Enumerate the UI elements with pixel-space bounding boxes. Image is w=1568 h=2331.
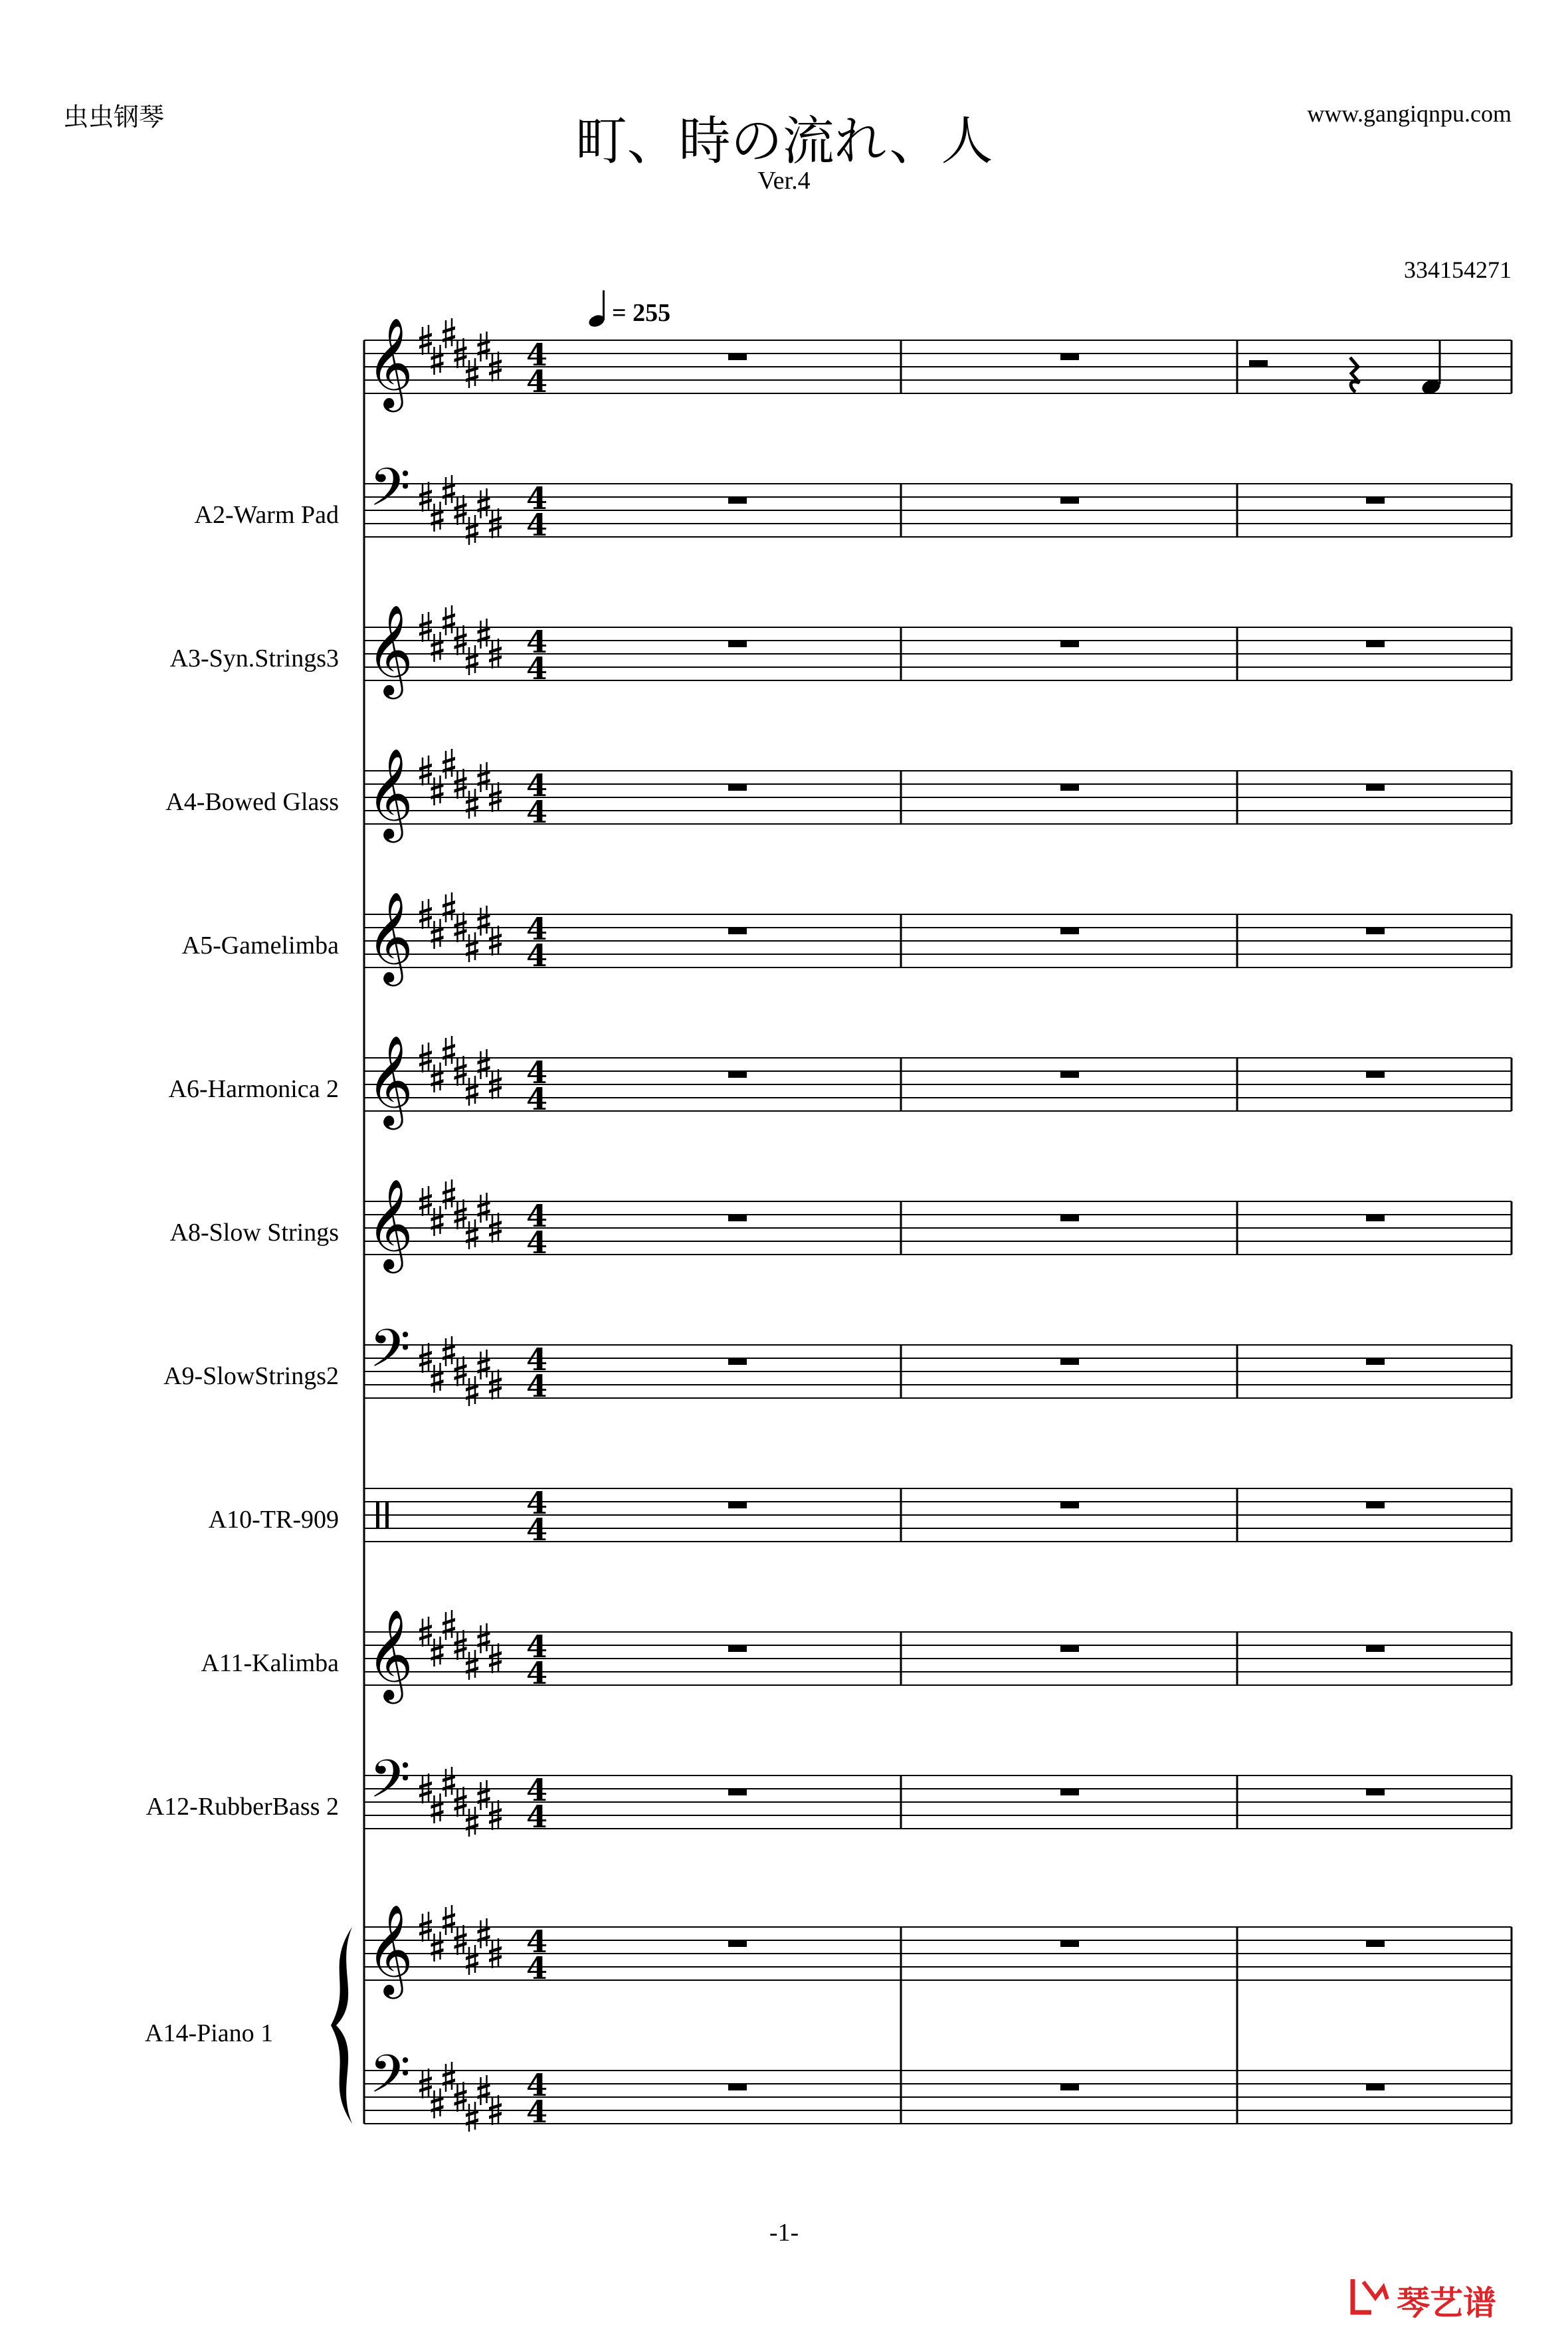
treble-clef-icon: 𝄞 — [367, 316, 413, 408]
time-sig-numerator: 4 — [526, 2067, 548, 2103]
sharp-icon — [469, 645, 475, 675]
whole-rest-icon — [1366, 1645, 1385, 1652]
whole-rest-icon — [1366, 1940, 1385, 1947]
whole-rest-icon — [1366, 784, 1385, 791]
instrument-label: A9-SlowStrings2 — [163, 1362, 339, 1390]
instrument-label: A6-Harmonica 2 — [168, 1075, 339, 1103]
time-sig-numerator: 4 — [526, 1772, 548, 1808]
whole-rest-icon — [1366, 1071, 1385, 1078]
sharp-icon — [481, 619, 487, 649]
sharp-icon — [435, 632, 441, 662]
instrument-label: A11-Kalimba — [201, 1649, 339, 1677]
sharp-icon — [435, 1793, 441, 1823]
time-sig-denominator: 4 — [526, 651, 548, 686]
sharp-icon — [435, 1206, 441, 1236]
whole-rest-icon — [728, 1789, 747, 1795]
whole-rest-icon — [728, 2084, 747, 2090]
time-sig-denominator: 4 — [526, 938, 548, 973]
sharp-icon — [435, 502, 441, 532]
whole-rest-icon — [1366, 1789, 1385, 1795]
instrument-label: A5-Gamelimba — [181, 932, 339, 960]
percussion-clef-icon — [376, 1502, 379, 1528]
treble-clef-icon: 𝄞 — [367, 603, 413, 695]
whole-rest-icon — [1060, 784, 1079, 791]
sharp-icon — [446, 1036, 452, 1066]
sharp-icon — [481, 1049, 487, 1079]
composer-id: 334154271 — [1404, 256, 1512, 283]
whole-rest-icon — [728, 497, 747, 504]
bass-clef-icon: 𝄢 — [369, 1748, 411, 1823]
whole-rest-icon — [1060, 1215, 1079, 1221]
sharp-icon — [481, 762, 487, 792]
sharp-icon — [446, 892, 452, 922]
sharp-icon — [435, 1063, 441, 1092]
treble-clef-icon: 𝄞 — [367, 747, 413, 839]
whole-rest-icon — [1366, 497, 1385, 504]
whole-rest-icon — [728, 1645, 747, 1652]
sharp-icon — [469, 515, 475, 545]
instrument-label: A3-Syn.Strings3 — [169, 645, 339, 672]
sharp-icon — [446, 749, 452, 779]
whole-rest-icon — [1366, 1502, 1385, 1508]
sharp-icon — [481, 488, 487, 518]
percussion-clef-icon — [385, 1502, 389, 1528]
whole-rest-icon — [1060, 354, 1079, 360]
whole-rest-icon — [728, 1215, 747, 1221]
sharp-icon — [446, 1905, 452, 1935]
whole-rest-icon — [1060, 1071, 1079, 1078]
time-sig-numerator: 4 — [526, 1198, 548, 1234]
sharp-icon — [469, 789, 475, 819]
time-sig-numerator: 4 — [526, 337, 548, 373]
whole-rest-icon — [1366, 1358, 1385, 1365]
sharp-icon — [435, 1637, 441, 1667]
time-sig-numerator: 4 — [526, 480, 548, 516]
sharp-icon — [469, 1219, 475, 1249]
whole-rest-icon — [1366, 1215, 1385, 1221]
whole-rest-icon — [1366, 928, 1385, 934]
whole-rest-icon — [728, 1502, 747, 1508]
instrument-label: A10-TR-909 — [208, 1506, 339, 1534]
whole-rest-icon — [728, 1358, 747, 1365]
whole-rest-icon — [728, 928, 747, 934]
whole-rest-icon — [1060, 1502, 1079, 1508]
bass-clef-icon: 𝄢 — [369, 2043, 411, 2118]
piano-brace — [331, 1927, 352, 2124]
sharp-icon — [446, 1767, 452, 1797]
sharp-icon — [469, 1376, 475, 1406]
score-title: 町、時の流れ、人 — [575, 112, 993, 171]
whole-rest-icon — [728, 354, 747, 360]
whole-rest-icon — [1060, 1789, 1079, 1795]
time-sig-numerator: 4 — [526, 767, 548, 803]
sharp-icon — [481, 1193, 487, 1223]
whole-rest-icon — [1060, 1358, 1079, 1365]
bass-clef-icon: 𝄢 — [369, 456, 411, 531]
treble-clef-icon: 𝄞 — [367, 1608, 413, 1700]
whole-rest-icon — [728, 1940, 747, 1947]
whole-rest-icon — [728, 1071, 747, 1078]
treble-clef-icon: 𝄞 — [367, 890, 413, 982]
sharp-icon — [469, 932, 475, 962]
time-sig-numerator: 4 — [526, 911, 548, 947]
sharp-icon — [446, 475, 452, 505]
time-sig-denominator: 4 — [526, 1225, 548, 1261]
instrument-label: A2-Warm Pad — [194, 501, 339, 529]
whole-rest-icon — [1060, 1940, 1079, 1947]
time-sig-denominator: 4 — [526, 794, 548, 830]
sharp-icon — [481, 1623, 487, 1653]
sharp-icon — [481, 1350, 487, 1379]
time-sig-denominator: 4 — [526, 363, 548, 399]
sharp-icon — [446, 1610, 452, 1640]
time-sig-denominator: 4 — [526, 1655, 548, 1691]
whole-rest-icon — [1366, 641, 1385, 647]
sharp-icon — [446, 1179, 452, 1209]
sharp-icon — [481, 2075, 487, 2105]
sharp-icon — [481, 906, 487, 936]
time-sig-denominator: 4 — [526, 507, 548, 543]
time-sig-numerator: 4 — [526, 1924, 548, 1960]
sharp-icon — [435, 1363, 441, 1393]
instrument-label: A12-RubberBass 2 — [146, 1793, 339, 1821]
site-url[interactable]: www.gangiqnpu.com — [1307, 100, 1512, 127]
score-subtitle: Ver.4 — [757, 167, 811, 195]
sharp-icon — [469, 1807, 475, 1837]
quarter-rest-icon — [1350, 357, 1359, 392]
sharp-icon — [469, 2102, 475, 2132]
treble-clef-icon: 𝄞 — [367, 1034, 413, 1126]
tempo-value: = 255 — [612, 299, 671, 327]
sharp-icon — [435, 919, 441, 949]
time-sig-denominator: 4 — [526, 2094, 548, 2130]
sharp-icon — [435, 2088, 441, 2118]
time-sig-numerator: 4 — [526, 624, 548, 660]
treble-clef-icon: 𝄞 — [367, 1903, 413, 1995]
site-name: 虫虫钢琴 — [63, 102, 165, 132]
whole-rest-icon — [728, 641, 747, 647]
sharp-icon — [435, 775, 441, 805]
sharp-icon — [446, 1336, 452, 1366]
sharp-icon — [446, 605, 452, 635]
time-sig-denominator: 4 — [526, 1081, 548, 1117]
whole-rest-icon — [1366, 2084, 1385, 2090]
instrument-label: A4-Bowed Glass — [165, 788, 339, 816]
sharp-icon — [446, 2062, 452, 2092]
time-sig-denominator: 4 — [526, 1950, 548, 1986]
bass-clef-icon: 𝄢 — [369, 1318, 411, 1392]
sharp-icon — [469, 358, 475, 388]
sharp-icon — [481, 332, 487, 361]
whole-rest-icon — [1060, 928, 1079, 934]
sharp-icon — [469, 1076, 475, 1106]
whole-rest-icon — [1060, 497, 1079, 504]
whole-rest-icon — [1060, 2084, 1079, 2090]
treble-clef-icon: 𝄞 — [367, 1177, 413, 1269]
instrument-label: A14-Piano 1 — [145, 2019, 274, 2047]
half-rest-icon — [1249, 360, 1268, 367]
time-sig-numerator: 4 — [526, 1055, 548, 1090]
sharp-icon — [469, 1650, 475, 1680]
sharp-icon — [435, 345, 441, 375]
sharp-icon — [481, 1918, 487, 1948]
whole-rest-icon — [1060, 641, 1079, 647]
whole-rest-icon — [1060, 1645, 1079, 1652]
sharp-icon — [435, 1932, 441, 1962]
time-sig-denominator: 4 — [526, 1368, 548, 1404]
qinyipu-logo[interactable] — [1349, 2273, 1548, 2322]
time-sig-numerator: 4 — [526, 1342, 548, 1377]
sharp-icon — [469, 1945, 475, 1975]
time-sig-numerator: 4 — [526, 1629, 548, 1665]
sharp-icon — [481, 1780, 487, 1810]
logo-text: 琴艺谱 — [1397, 2284, 1496, 2322]
sharp-icon — [446, 318, 452, 348]
time-sig-numerator: 4 — [526, 1485, 548, 1521]
page-number: -1- — [769, 2219, 799, 2247]
whole-rest-icon — [728, 784, 747, 791]
time-sig-denominator: 4 — [526, 1512, 548, 1548]
time-sig-denominator: 4 — [526, 1799, 548, 1835]
instrument-label: A8-Slow Strings — [169, 1219, 339, 1247]
